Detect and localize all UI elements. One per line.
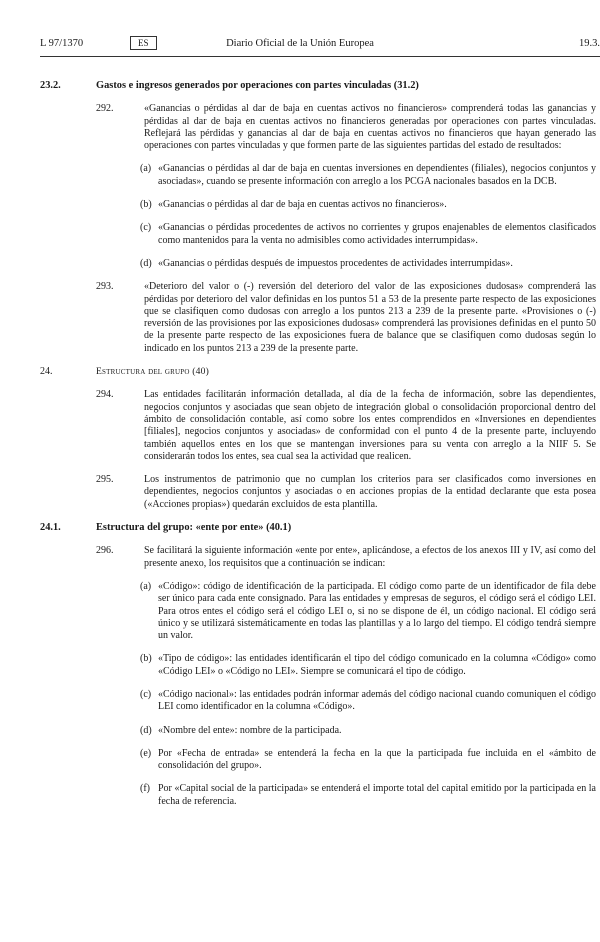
section-number: 24. [40,366,53,378]
list-item [40,258,596,270]
list-item [40,199,596,211]
list-item-text: Por «Fecha de entrada» se entenderá la fecha en la que la participada fue incluida en el «ámbito de consolidación del grupo». [158,747,596,772]
publication-date: 19.3. [579,38,600,49]
list-item-label: (e) [140,747,152,759]
section-heading [40,522,596,534]
list-item-text: «Ganancias o pérdidas procedentes de activos no corrientes y grupos enajenables de elementos clasificados como mantenidos para la venta no admisibles como actividades interrumpidas». [158,222,596,246]
list-item-text: «Código»: código de identificación de la participada. El código como parte de un identificador de fila debe ser único para cada ente consignado. Para las entidades y empresas de seguros, el código será el código LEI. Para otros entes el código será el código LEI o, si no se dispone de él, un código nacional. El código será único y se utilizará sistemáticamente en todas las plantillas y a lo largo del tiempo. El código tendrá siempre un valor. [158,580,596,642]
numbered-paragraph [40,389,596,463]
list-item [40,783,596,808]
list-item-text: «Ganancias o pérdidas al dar de baja en cuentas activos no financieros». [158,199,447,211]
list-item [40,581,596,642]
section-title: Estructura del grupo: «ente por ente» (40.1) [96,522,292,534]
section-heading [40,80,596,92]
list-item-text: «Código nacional»: las entidades podrán informar además del código nacional cuando comuniquen el código LEI como identificador en la columna «Código». [158,688,596,713]
numbered-paragraph [40,281,596,355]
list-item-label: (d) [140,724,152,736]
section-title: Estructura del grupo (40) [96,366,209,378]
list-item-text: «Ganancias o pérdidas al dar de baja en cuentas inversiones en dependientes (filiales), negocios conjuntos y asociadas», cuando se presente información con arreglo a los PCGA nacionales basados en la DCB. [158,163,596,187]
section-number: 24.1. [40,522,61,534]
header-divider [40,56,600,57]
list-item-label: (c) [140,222,152,234]
list-item-text: Por «Capital social de la participada» se entenderá el importe total del capital emitido por la participada en la fecha de referencia. [158,783,596,807]
journal-reference: L 97/1370 [40,38,84,49]
list-item-label: (b) [140,653,152,665]
list-item-label: (a) [140,163,152,175]
paragraph-text: «Deterioro del valor o (-) reversión del deterioro del valor de las exposiciones dudosas» comprenderá las pérdidas por deterioro del valor definidas en los puntos 51 a 53 de la presente parte respecto de las exposiciones que se clasifiquen como dudosas con arreglo a los puntos 213 a 239 de la presente parte. «Provisiones o (-) reversión de las provisiones por las exposiciones dudosas» comprenderá las provisiones definidas en el punto 50 de la presente parte respecto de las exposiciones fuera de balance que se clasifiquen como dudosas según lo indicado en los puntos 213 a 239 de la presente parte. [144,281,596,354]
list-item [40,725,596,737]
list-item-label: (f) [140,783,150,795]
numbered-paragraph [40,474,596,511]
list-item-label: (b) [140,199,152,211]
numbered-paragraph [40,545,596,570]
numbered-paragraph [40,103,596,152]
list-item-label: (a) [140,580,152,592]
list-item [40,748,596,773]
section-number: 23.2. [40,80,61,91]
paragraph-number: 293. [96,281,114,293]
section-heading [40,366,596,378]
list-item-label: (c) [140,688,152,700]
journal-title: Diario Oficial de la Unión Europea [226,38,374,49]
list-item [40,653,596,678]
paragraph-number: 295. [96,474,114,486]
paragraph-number: 296. [96,545,114,557]
paragraph-text: «Ganancias o pérdidas al dar de baja en cuentas activos no financieros» comprenderá todas las ganancias y pérdidas al dar de baja en cuentas activos no financieros generadas por operaciones con partes vinculadas. Reflejará las pérdidas y ganancias al dar de baja en cuentas activos no financieros que hayan generado las operaciones con partes vinculadas y que formen parte de las siguientes partidas del estado de resultados: [144,103,596,152]
page-header [40,38,600,54]
list-item [40,689,596,714]
list-item [40,163,596,188]
section-title: Gastos e ingresos generados por operaciones con partes vinculadas (31.2) [96,80,419,91]
list-item [40,222,596,247]
paragraph-number: 294. [96,389,114,401]
language-badge: ES [130,36,157,50]
paragraph-number: 292. [96,103,114,115]
list-item-text: «Ganancias o pérdidas después de impuestos procedentes de actividades interrumpidas». [158,257,513,269]
list-item-text: «Tipo de código»: las entidades identificarán el tipo del código comunicado en la columna «Código» como «Código LEI» o «Código no LEI». Siempre se comunicará el tipo de código. [158,653,596,677]
paragraph-text: Los instrumentos de patrimonio que no cumplan los criterios para ser clasificados como inversiones en dependientes, negocios conjuntos y asociadas o en acciones propias de la entidad declarante que esta posea («Acciones propias») quedarán excluidos de esta plantilla. [144,474,596,510]
paragraph-text: Las entidades facilitarán información detallada, al día de la fecha de información, sobre las dependientes, negocios conjuntos y asociadas que sean objeto de integración global o consolidación proporcional dentro del ámbito de consolidación contable, así como sobre los entes comprendidos en «Inversiones en dependientes [filiales], negocios conjuntos y asociadas» de conformidad con el punto 4 de la presente parte, incluyendo también aquellos entes en los que se mantengan inversiones para su venta con arreglo a la NIIF 5. Se considerarán todos los entes, sea cual sea la actividad que realicen. [144,389,596,462]
document-body [40,80,596,819]
list-item-text: «Nombre del ente»: nombre de la participada. [158,724,342,736]
list-item-label: (d) [140,257,152,269]
paragraph-text: Se facilitará la siguiente información «ente por ente», aplicándose, a efectos de los anexos III y IV, así como del presente anexo, los requisitos que a continuación se indican: [144,545,596,569]
